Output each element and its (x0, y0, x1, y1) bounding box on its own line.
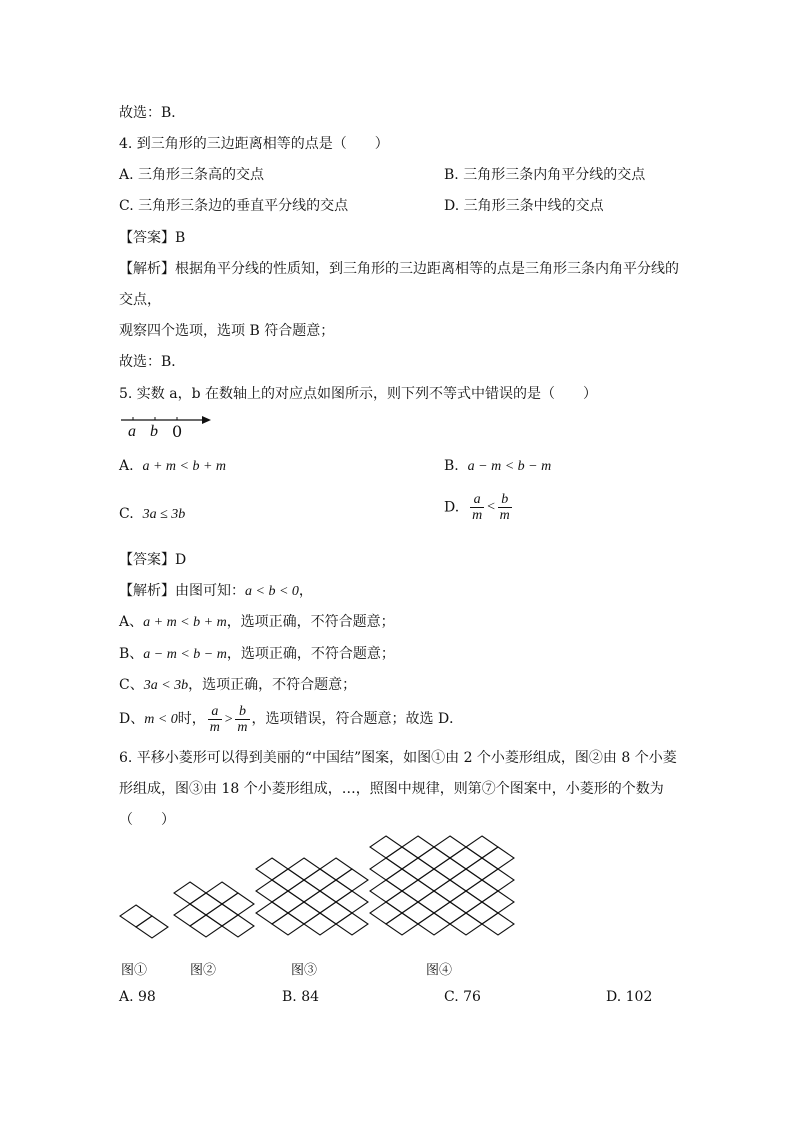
q5-option-c-label: C. (119, 506, 134, 522)
q5-option-a (119, 456, 226, 477)
q5-option-a-label: A. (119, 458, 134, 474)
question-6-line2: 形组成，图③由 18 个小菱形组成，…，照图中规律，则第⑦个图案中，小菱形的个数为 (119, 781, 664, 797)
question-6-line3: （ ） (119, 812, 175, 828)
small-rhombus (256, 858, 288, 880)
small-rhombus (418, 913, 450, 935)
small-rhombus (386, 913, 418, 935)
figure-2-caption: 图② (190, 963, 217, 978)
small-rhombus (466, 858, 498, 880)
small-rhombus (370, 880, 402, 902)
analysis-5-head: 【解析】由图可知：a < b < 0， (119, 583, 313, 599)
small-rhombus (418, 847, 450, 869)
small-rhombus (190, 915, 222, 937)
small-rhombus (466, 836, 498, 858)
small-rhombus (190, 893, 222, 915)
small-rhombus (450, 869, 482, 891)
small-rhombus (304, 913, 336, 935)
small-rhombus (450, 891, 482, 913)
rhombus-figures (110, 830, 520, 955)
q4-option-a: A. 三角形三条高的交点 (119, 167, 265, 183)
q5-option-c (119, 504, 185, 525)
small-rhombus (482, 891, 514, 913)
small-rhombus (450, 913, 482, 935)
q6-option-c: C. 76 (444, 989, 481, 1005)
small-rhombus (304, 869, 336, 891)
small-rhombus (370, 858, 402, 880)
question-6-line1: 6. 平移小菱形可以得到美丽的“中国结”图案，如图①由 2 个小菱形组成，图②由 8 个小菱 (119, 750, 677, 766)
small-rhombus (482, 869, 514, 891)
figure-1-caption: 图① (121, 963, 148, 978)
analysis-4-line4: 故选：B． (119, 354, 186, 370)
small-rhombus (320, 880, 352, 902)
small-rhombus (386, 869, 418, 891)
analysis-5-b: B、a − m < b − m，选项正确，不符合题意； (119, 646, 395, 662)
figure-3-caption: 图③ (291, 963, 318, 978)
q5-option-b-expr: a − m < b − m (467, 459, 552, 474)
q5-option-d-label: D. (444, 499, 460, 516)
q5-option-a-expr: a + m < b + m (142, 459, 227, 474)
small-rhombus (402, 858, 434, 880)
figure-3-rhombi (256, 858, 368, 935)
small-rhombus (120, 905, 152, 927)
small-rhombus (272, 869, 304, 891)
number-line-label-b: b (150, 423, 158, 440)
number-line-label-zero: 0 (172, 422, 183, 441)
small-rhombus (466, 880, 498, 902)
small-rhombus (288, 880, 320, 902)
analysis-5-a: A、a + m < b + m，选项正确，不符合题意； (119, 614, 395, 630)
small-rhombus (174, 904, 206, 926)
small-rhombus (482, 913, 514, 935)
q5-option-b-label: B. (444, 458, 459, 474)
figure-2-rhombi (174, 882, 254, 937)
less-than-sign: < (486, 499, 496, 515)
question-5: 5. 实数 a，b 在数轴上的对应点如图所示，则下列不等式中错误的是（ ） (119, 386, 598, 402)
q5-option-d (444, 492, 514, 523)
small-rhombus (174, 882, 206, 904)
small-rhombus (320, 858, 352, 880)
q6-option-b: B. 84 (282, 989, 320, 1005)
figure-4-caption: 图④ (426, 963, 453, 978)
q5-option-c-expr: 3a ≤ 3b (142, 507, 186, 522)
small-rhombus (206, 882, 238, 904)
small-rhombus (256, 902, 288, 924)
small-rhombus (434, 902, 466, 924)
question-4: 4. 到三角形的三边距离相等的点是（ ） (119, 136, 389, 152)
small-rhombus (136, 916, 168, 938)
answer-5: 【答案】D (119, 552, 187, 568)
small-rhombus (336, 869, 368, 891)
small-rhombus (482, 847, 514, 869)
small-rhombus (386, 847, 418, 869)
q4-option-b: B. 三角形三条内角平分线的交点 (444, 167, 646, 183)
fraction-a-over-m: $\frac{a}{m}$ (472, 492, 483, 523)
small-rhombus (450, 847, 482, 869)
q6-option-d: D. 102 (606, 989, 653, 1005)
q4-option-d: D. 三角形三条中线的交点 (444, 198, 604, 214)
analysis-4-line2: 交点， (119, 292, 161, 308)
small-rhombus (206, 904, 238, 926)
small-rhombus (370, 902, 402, 924)
small-rhombus (336, 913, 368, 935)
small-rhombus (272, 891, 304, 913)
small-rhombus (434, 880, 466, 902)
small-rhombus (386, 891, 418, 913)
figure-1-rhombi (120, 905, 168, 938)
small-rhombus (222, 915, 254, 937)
small-rhombus (288, 902, 320, 924)
small-rhombus (288, 858, 320, 880)
analysis-4-line1: 【解析】根据角平分线的性质知，到三角形的三边距离相等的点是三角形三条内角平分线的 (119, 261, 679, 277)
fraction-b-over-m: $\frac{b}{m}$ (499, 492, 510, 523)
q5-option-b (444, 456, 551, 477)
analysis-5-c: C、3a < 3b，选项正确，不符合题意； (119, 677, 357, 693)
prev-answer-line: 故选：B． (119, 105, 186, 121)
small-rhombus (418, 891, 450, 913)
small-rhombus (336, 891, 368, 913)
small-rhombus (256, 880, 288, 902)
q4-option-c: C. 三角形三条边的垂直平分线的交点 (119, 198, 349, 214)
small-rhombus (304, 891, 336, 913)
number-line-label-a: a (128, 423, 136, 440)
answer-4: 【答案】B (119, 230, 186, 246)
figure-4-rhombi (370, 836, 514, 935)
small-rhombus (434, 858, 466, 880)
small-rhombus (402, 836, 434, 858)
small-rhombus (320, 902, 352, 924)
q6-option-a: A. 98 (119, 989, 156, 1005)
small-rhombus (418, 869, 450, 891)
small-rhombus (272, 913, 304, 935)
small-rhombus (402, 902, 434, 924)
small-rhombus (434, 836, 466, 858)
small-rhombus (222, 893, 254, 915)
analysis-5-d: D、m < 0时， $\frac{a}{m}$ > $\frac{b}{m}$ ，选项错误，符合题意；故选 D． (119, 703, 464, 735)
small-rhombus (370, 836, 402, 858)
small-rhombus (466, 902, 498, 924)
small-rhombus (402, 880, 434, 902)
analysis-4-line3: 观察四个选项，选项 B 符合题意； (119, 323, 335, 339)
